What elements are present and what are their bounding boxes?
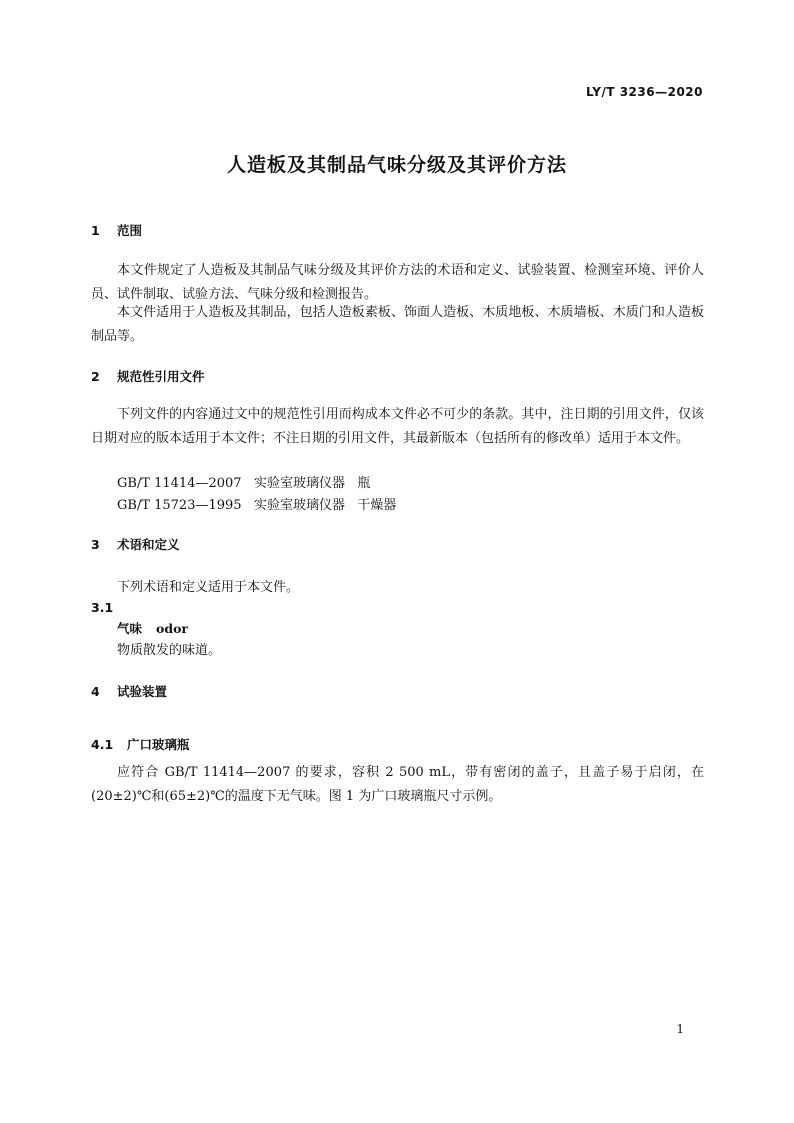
section-title: 范围 — [117, 223, 143, 238]
section-title: 规范性引用文件 — [117, 369, 205, 384]
term-entry — [117, 619, 188, 637]
subsection-number: 4.1 — [91, 737, 114, 752]
section-heading-scope — [91, 221, 142, 239]
page-number: 1 — [676, 1022, 684, 1036]
term-english: odor — [156, 621, 189, 636]
subclause-number: 3.1 — [91, 600, 114, 615]
reference-item: GB/T 15723—1995 实验室玻璃仪器 干燥器 — [117, 498, 397, 513]
subsection-title: 广口玻璃瓶 — [127, 737, 190, 752]
section-heading-terms — [91, 535, 180, 553]
paragraph-terms-intro: 下列术语和定义适用于本文件。 — [117, 580, 300, 595]
section-number: 1 — [91, 223, 100, 238]
section-heading-normative-references — [91, 367, 205, 385]
section-heading-apparatus — [91, 682, 167, 700]
section-title: 试验装置 — [117, 684, 168, 699]
subsection-heading-wide-mouth-bottle — [91, 735, 190, 753]
section-title: 术语和定义 — [117, 537, 180, 552]
section-number: 2 — [91, 369, 100, 384]
paragraph-normative-references: 下列文件的内容通过文中的规范性引用而构成本文件必不可少的条款。其中，注日期的引用文件，仅该日期对应的版本适用于本文件；不注日期的引用文件，其最新版本（包括所有的修改单）适用于本文件。 — [91, 407, 704, 446]
document-title: 人造板及其制品气味分级及其评价方法 — [226, 154, 567, 176]
standard-code: LY/T 3236—2020 — [585, 85, 703, 99]
paragraph-wide-mouth-bottle: 应符合 GB/T 11414—2007 的要求，容积 2 500 mL，带有密闭的盖子，且盖子易于启闭，在(20±2)℃和(65±2)℃的温度下无气味。图 1 为广口玻璃瓶尺寸示例。 — [91, 765, 704, 804]
reference-item: GB/T 11414—2007 实验室玻璃仪器 瓶 — [117, 476, 371, 491]
section-number: 3 — [91, 537, 100, 552]
paragraph-scope-2: 本文件适用于人造板及其制品，包括人造板素板、饰面人造板、木质地板、木质墙板、木质门和人造板制品等。 — [91, 305, 704, 344]
paragraph-scope-1: 本文件规定了人造板及其制品气味分级及其评价方法的术语和定义、试验装置、检测室环境、评价人员、试件制取、试验方法、气味分级和检测报告。 — [91, 263, 704, 302]
term-chinese: 气味 — [117, 621, 143, 636]
section-number: 4 — [91, 684, 100, 699]
term-definition: 物质散发的味道。 — [117, 643, 222, 658]
